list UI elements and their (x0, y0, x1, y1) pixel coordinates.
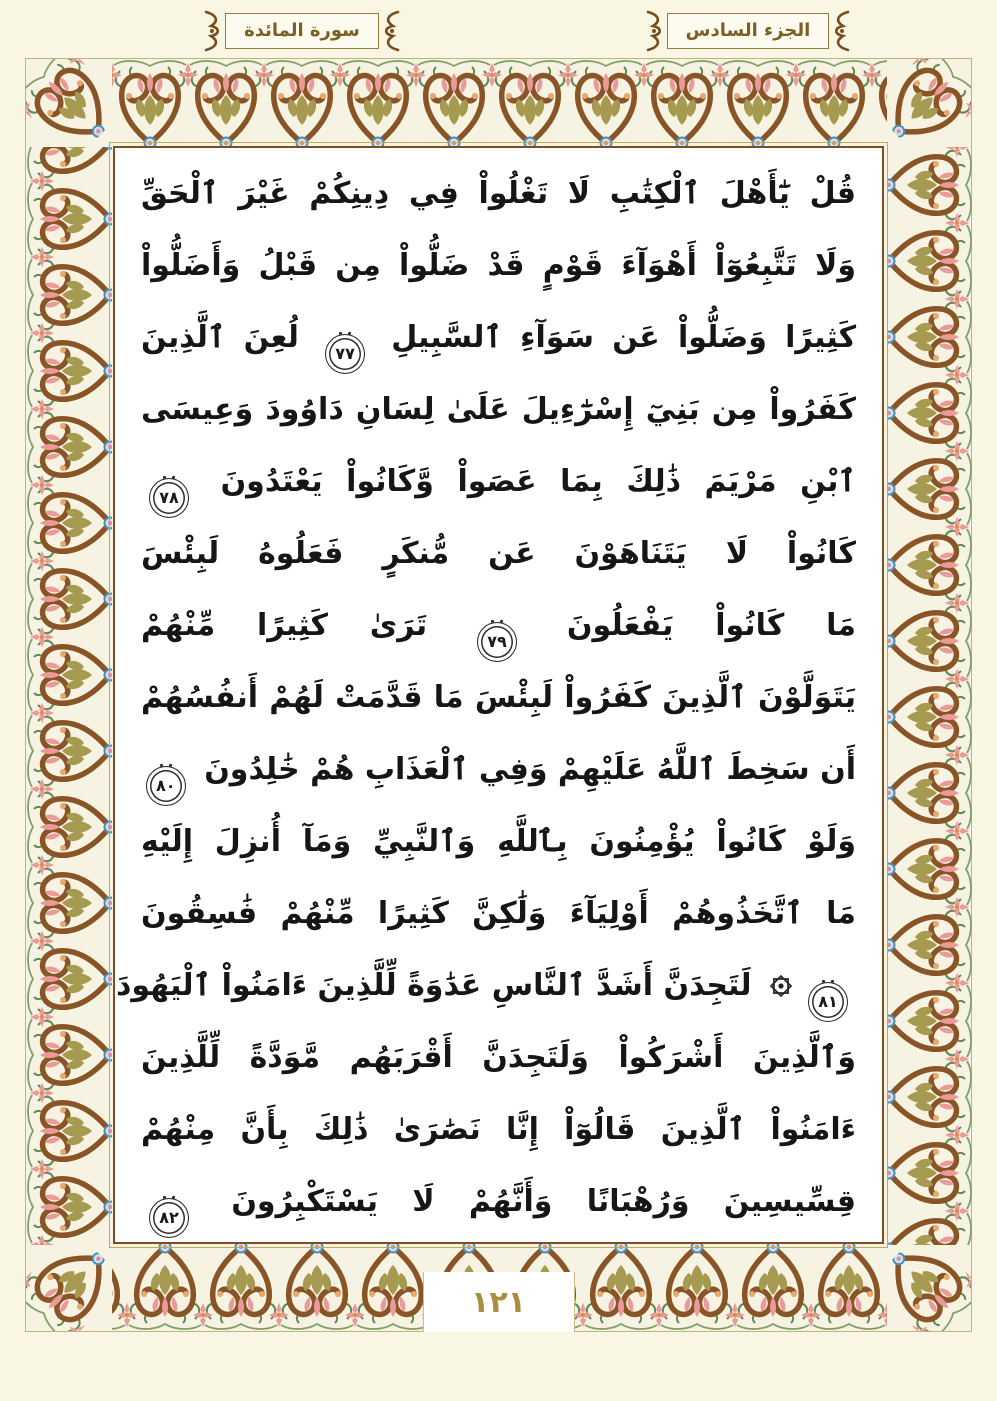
ayah-text: يَتَوَلَّوْنَ ٱلَّذِينَ كَفَرُواْ لَبِئْسَ مَا قَدَّمَتْ لَهُمْ أَنفُسُهُمْ (141, 680, 856, 715)
border-motif (887, 983, 973, 1059)
quran-line (141, 806, 856, 878)
ayah-text: كَفَرُواْ مِن بَنِيٓ إِسْرَٰٓءِيلَ عَلَىٰ لِسَانِ دَاوُودَ وَعِيسَى (141, 392, 856, 427)
ayah-text: وَلَوْ كَانُواْ يُؤْمِنُونَ بِٱللَّهِ وَٱلنَّبِيِّ وَمَآ أُنزِلَ إِلَيْهِ (141, 824, 856, 859)
border-motif (355, 1243, 431, 1331)
ayah-end-marker-81: ٨١ (808, 982, 848, 1022)
ayah-text: مَا كَانُواْ يَفْعَلُونَ (566, 608, 856, 643)
border-motif (492, 59, 568, 147)
border-motif (887, 375, 973, 451)
border-motif (340, 59, 416, 147)
surah-title: سورة المائدة (225, 13, 379, 49)
quran-line (141, 878, 856, 950)
border-motif (26, 257, 112, 333)
quran-line (141, 1166, 856, 1238)
cartouche-bracket-icon (202, 9, 224, 53)
border-motif (26, 1093, 112, 1169)
cartouche-bracket-icon (644, 9, 666, 53)
border-motif (887, 223, 973, 299)
border-motif (26, 409, 112, 485)
quran-line (141, 662, 856, 734)
ayah-text: تَرَىٰ كَثِيرًا مِّنْهُمْ (141, 608, 428, 643)
ornamental-border-left (26, 147, 112, 1245)
border-motif (887, 603, 973, 679)
border-motif (887, 299, 973, 375)
border-motif (26, 1169, 112, 1245)
border-motif (26, 147, 112, 181)
border-corner-ornament (26, 1243, 114, 1331)
border-motif (26, 561, 112, 637)
border-motif (568, 59, 644, 147)
border-motif (26, 333, 112, 409)
ayah-end-marker-80: ٨٠ (146, 766, 186, 806)
ayah-text: أَن سَخِطَ ٱللَّهُ عَلَيْهِمْ وَفِي ٱلْعَذَابِ هُمْ خَٰلِدُونَ (204, 752, 856, 787)
border-motif (112, 1243, 127, 1331)
border-corner-ornament (883, 1243, 971, 1331)
border-motif (583, 1243, 659, 1331)
border-motif (26, 789, 112, 865)
cartouche-bracket-icon (830, 9, 852, 53)
ayah-end-marker-77: ٧٧ (325, 334, 365, 374)
border-motif (644, 59, 720, 147)
border-motif (26, 485, 112, 561)
border-motif (659, 1243, 735, 1331)
ayah-text: كَانُواْ لَا يَتَنَاهَوْنَ عَن مُّنكَرٍ فَعَلُوهُ لَبِئْسَ (141, 536, 856, 571)
border-motif (26, 713, 112, 789)
border-motif (887, 1135, 973, 1211)
quran-line (141, 446, 856, 518)
border-motif (887, 1059, 973, 1135)
border-motif (720, 59, 796, 147)
cartouche-bracket-icon (380, 9, 402, 53)
border-motif (887, 147, 973, 223)
ayah-end-marker-79: ٧٩ (477, 622, 517, 662)
quran-line (141, 1022, 856, 1094)
border-motif (887, 831, 973, 907)
border-motif (127, 1243, 203, 1331)
quran-line (141, 734, 856, 806)
border-motif (26, 1017, 112, 1093)
page-number-box (423, 1272, 575, 1332)
quran-line (141, 230, 856, 302)
surah-title-cartouche (168, 10, 436, 52)
border-motif (188, 59, 264, 147)
border-motif (26, 637, 112, 713)
page-number: ١٢١ (471, 1284, 526, 1320)
border-motif (887, 907, 973, 983)
border-corner-ornament (883, 59, 971, 147)
ayah-text: وَلَا تَتَّبِعُوٓاْ أَهْوَآءَ قَوْمٍ قَدْ ضَلُّواْ مِن قَبْلُ وَأَضَلُّواْ (141, 248, 856, 283)
border-motif (811, 1243, 887, 1331)
ayah-text: وَٱلَّذِينَ أَشْرَكُواْ وَلَتَجِدَنَّ أَقْرَبَهُم مَّوَدَّةً لِّلَّذِينَ (141, 1040, 856, 1075)
quran-line (141, 158, 856, 230)
ornamental-border-right (887, 147, 973, 1245)
border-motif (887, 451, 973, 527)
border-motif (796, 59, 872, 147)
border-motif (203, 1243, 279, 1331)
ayah-text: مَا ٱتَّخَذُوهُمْ أَوْلِيَآءَ وَلَٰكِنَّ كَثِيرًا مِّنْهُمْ فَٰسِقُونَ (141, 896, 856, 931)
ayah-text: قِسِّيسِينَ وَرُهْبَانًا وَأَنَّهُمْ لَا يَسْتَكْبِرُونَ (231, 1184, 856, 1219)
quran-line (141, 518, 856, 590)
ayah-end-marker-82: ٨٢ (149, 1198, 189, 1238)
border-motif (264, 59, 340, 147)
border-corner-ornament (26, 59, 114, 147)
juz-title-cartouche (628, 10, 868, 52)
border-motif (887, 679, 973, 755)
border-motif (887, 755, 973, 831)
ayah-text: ءَامَنُواْ ٱلَّذِينَ قَالُوٓاْ إِنَّا نَصَٰرَىٰ ذَٰلِكَ بِأَنَّ مِنْهُمْ (141, 1112, 856, 1147)
border-motif (887, 527, 973, 603)
ayah-text: لُعِنَ ٱلَّذِينَ (141, 320, 299, 355)
quran-text-panel (113, 146, 884, 1244)
border-motif (26, 181, 112, 257)
rub-el-hizb-icon (768, 973, 794, 999)
ayah-text: ٱبْنِ مَرْيَمَ ذَٰلِكَ بِمَا عَصَواْ وَّكَانُواْ يَعْتَدُونَ (220, 464, 856, 499)
quran-line (141, 374, 856, 446)
border-motif (26, 941, 112, 1017)
quran-line (116, 950, 856, 1022)
ornamental-border-top (112, 59, 887, 147)
border-motif (416, 59, 492, 147)
border-motif (735, 1243, 811, 1331)
ayah-end-marker-78: ٧٨ (149, 478, 189, 518)
ayah-text: لَتَجِدَنَّ أَشَدَّ ٱلنَّاسِ عَدَٰوَةً لِّلَّذِينَ ءَامَنُواْ ٱلْيَهُودَ (116, 968, 752, 1003)
quran-line (141, 1094, 856, 1166)
border-motif (112, 59, 188, 147)
ayah-text: كَثِيرًا وَضَلُّواْ عَن سَوَآءِ ٱلسَّبِيلِ (391, 320, 857, 355)
border-motif (279, 1243, 355, 1331)
ayah-text: قُلْ يَٰٓأَهْلَ ٱلْكِتَٰبِ لَا تَغْلُواْ فِي دِينِكُمْ غَيْرَ ٱلْحَقِّ (141, 176, 856, 211)
juz-title: الجزء السادس (667, 13, 830, 49)
border-motif (887, 1211, 973, 1245)
quran-line (141, 302, 856, 374)
quran-line (141, 590, 856, 662)
border-motif (26, 865, 112, 941)
